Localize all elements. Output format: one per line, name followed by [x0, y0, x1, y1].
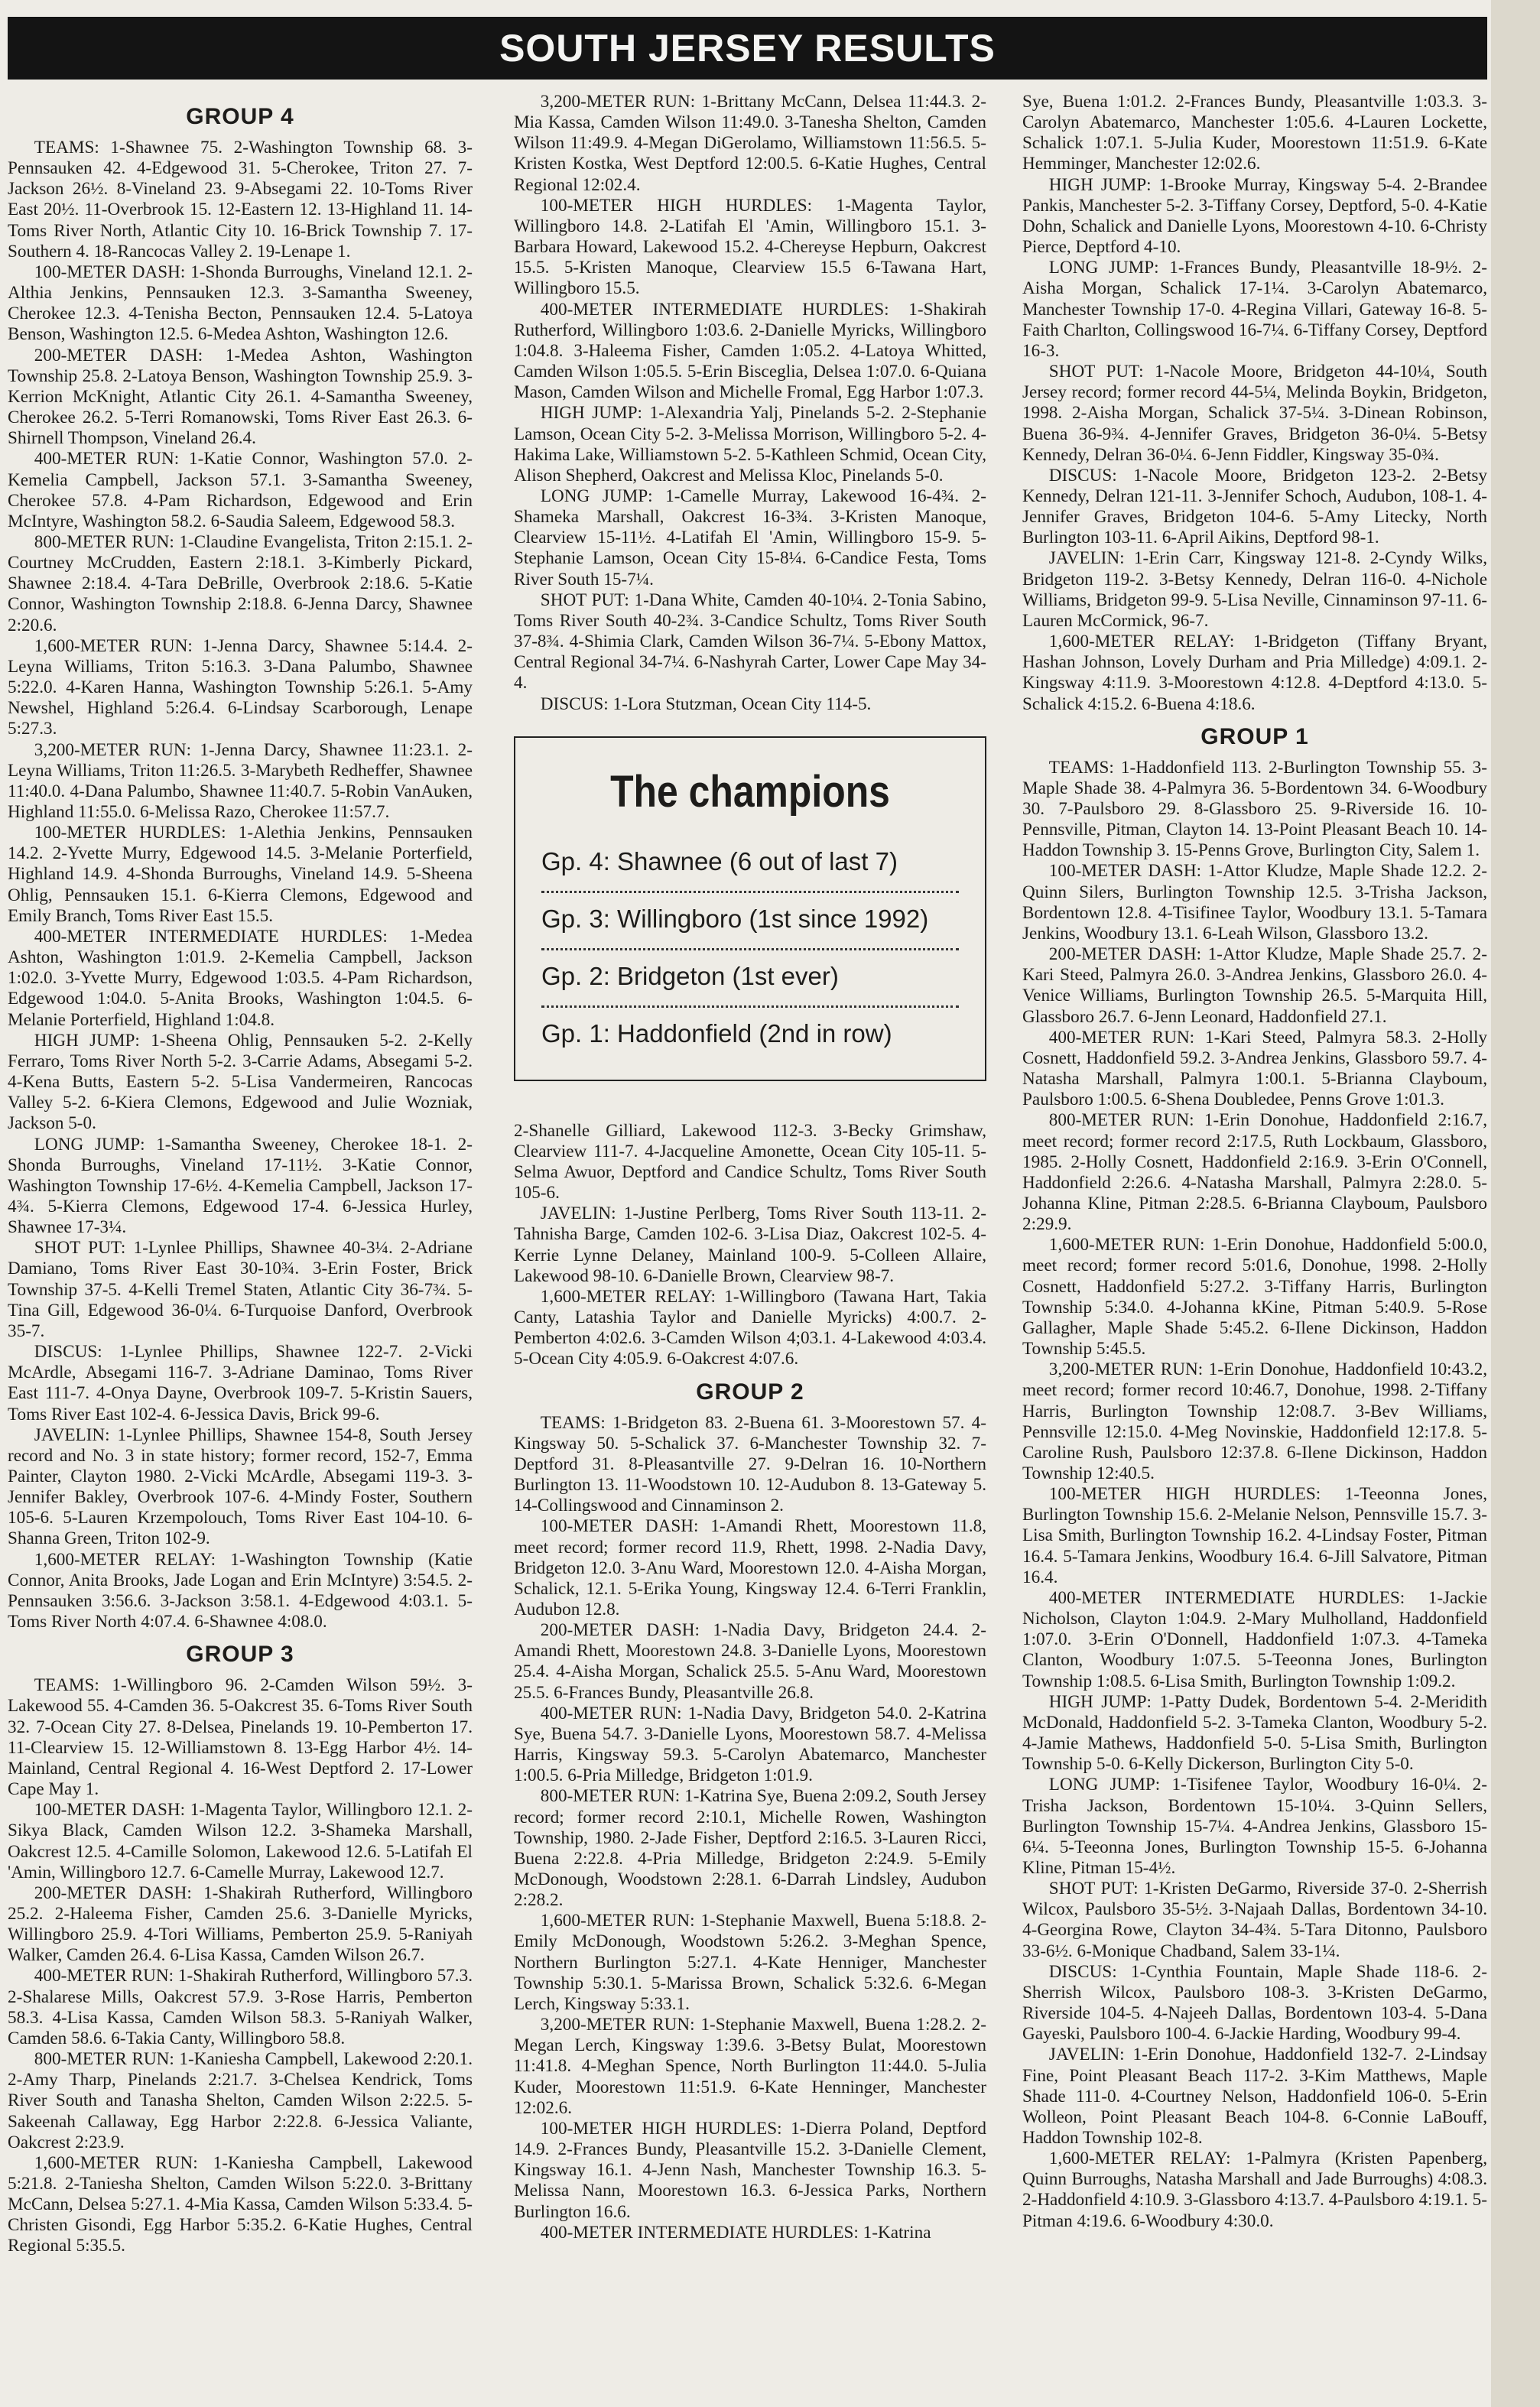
result-paragraph: 400-METER RUN: 1-Nadia Davy, Bridgeton 54.0. 2-Katrina Sye, Buena 54.7. 3-Danielle Lyons, Moorestown 58.7. 4-Melissa Harris, Kingsway 59.3. 5-Carolyn Abatemarco, Manchester 1:00.5. 6-Pria Milledge, Bridgeton 1:01.9.: [514, 1703, 986, 1786]
result-paragraph: SHOT PUT: 1-Kristen DeGarmo, Riverside 37-0. 2-Sherrish Wilcox, Paulsboro 35-5½. 3-Najaah Dallas, Bordentown 34-10. 4-Georgina Rowe, Clayton 34-4¾. 5-Tara Ditonno, Paulsboro 33-6½. 6-Monique Chadband, Salem 33-1¼.: [1022, 1879, 1487, 1961]
result-paragraph: SHOT PUT: 1-Dana White, Camden 40-10¼. 2-Tonia Sabino, Toms River South 40-2¾. 3-Candice Schultz, Toms River South 37-8¾. 4-Shimia Clark, Camden Wilson 36-7¼. 5-Ebony Mattox, Central Regional 34-7¼. 6-Nashyrah Carter, Lower Cape May 34-4.: [514, 590, 986, 694]
result-paragraph: 1,600-METER RUN: 1-Kaniesha Campbell, Lakewood 5:21.8. 2-Taniesha Shelton, Camden Wilson 5:22.0. 3-Brittany McCann, Delsea 5:27.1. 4-Mia Kassa, Camden Wilson 5:33.4. 5-Christen Gisondi, Egg Harbor 5:35.2. 6-Katie Hughes, Central Regional 5:35.5.: [8, 2152, 473, 2256]
section-title: SOUTH JERSEY RESULTS: [499, 27, 996, 70]
result-paragraph: JAVELIN: 1-Erin Donohue, Haddonfield 132-7. 2-Lindsay Fine, Point Pleasant Beach 117-2. 3-Kim Matthews, Maple Shade 111-0. 4-Courtney Nelson, Haddonfield 106-0. 5-Erin Wolleon, Point Pleasant Beach 104-8. 6-Connie LaBouff, Haddon Township 102-8.: [1022, 2045, 1487, 2148]
result-paragraph: TEAMS: 1-Shawnee 75. 2-Washington Township 68. 3-Pennsauken 42. 4-Edgewood 31. 5-Cherokee, Triton 27. 7-Jackson 26½. 8-Vineland 23. 9-Absegami 22. 10-Toms River East 20½. 11-Overbrook 15. 12-Eastern 12. 13-Highland 11. 14-Toms River North, Atlantic City 10. 16-Brick Township 7. 17-Southern 4. 18-Rancocas Valley 2. 19-Lenape 1.: [8, 138, 473, 261]
result-paragraph: 800-METER RUN: 1-Claudine Evangelista, Triton 2:15.1. 2-Courtney McCrudden, Eastern 2:18.1. 3-Kimberly Pickard, Shawnee 2:18.4. 4-Tara DeBrille, Overbrook 2:18.6. 5-Katie Connor, Washington Township 2:18.8. 6-Jenna Darcy, Shawnee 2:20.6.: [8, 531, 473, 635]
result-paragraph: SHOT PUT: 1-Lynlee Phillips, Shawnee 40-3¼. 2-Adriane Damiano, Toms River East 30-10¾. 3-Erin Foster, Brick Township 37-5. 4-Kelli Tremel Staten, Atlantic City 36-7¾. 5-Tina Gill, Edgewood 36-0¼. 6-Turquoise Danford, Overbrook 35-7.: [8, 1238, 473, 1341]
column-3: [1022, 92, 1487, 2393]
result-paragraph: DISCUS: 1-Lora Stutzman, Ocean City 114-5.: [540, 694, 872, 714]
group-3-results-part-2: [514, 92, 986, 715]
result-paragraph: 100-METER DASH: 1-Magenta Taylor, Willingboro 12.1. 2-Sikya Black, Camden Wilson 12.2. 3-Shameka Marshall, Oakcrest 12.5. 4-Camille Solomon, Lakewood 12.6. 5-Latifah El 'Amin, Willingboro 12.7. 6-Camelle Murray, Lakewood 12.7.: [8, 1800, 473, 1882]
page-edge: [1491, 0, 1540, 2407]
group-2-heading: GROUP 2: [696, 1379, 804, 1405]
group-3-results-part-1: [8, 1675, 473, 2256]
result-paragraph: 400-METER INTERMEDIATE HURDLES: 1-Katrina: [540, 2222, 931, 2243]
result-paragraph: JAVELIN: 1-Lynlee Phillips, Shawnee 154-8, South Jersey record and No. 3 in state history; former record, 152-7, Emma Painter, Clayton 1980. 2-Vicki McArdle, Absegami 119-3. 3-Jennifer Bakley, Overbrook 107-6. 4-Mindy Foster, Southern 105-6. 5-Lauren Krzempolouch, Toms River East 104-10. 6-Shanna Green, Triton 102-9.: [8, 1424, 473, 1549]
result-paragraph: 100-METER HIGH HURDLES: 1-Dierra Poland, Deptford 14.9. 2-Frances Bundy, Pleasantville 15.2. 3-Danielle Clement, Kingsway 16.1. 4-Jenn Nash, Manchester Township 16.3. 5-Melissa Nann, Moorestown 16.3. 6-Jessica Parks, Northern Burlington 16.6.: [514, 2118, 986, 2222]
column-2: [514, 92, 986, 2393]
result-paragraph: 100-METER DASH: 1-Shonda Burroughs, Vineland 12.1. 2-Althia Jenkins, Pennsauken 12.3. 3-Samantha Sweeney, Cherokee 12.3. 4-Tenisha Becton, Pennsauken 12.4. 5-Latoya Benson, Washington 12.5. 6-Medea Ashton, Washington 12.6.: [8, 261, 473, 345]
group-2-results-part-1: [514, 1413, 986, 2243]
result-paragraph: 200-METER DASH: 1-Shakirah Rutherford, Willingboro 25.2. 2-Haleema Fisher, Camden 25.6. 3-Danielle Myricks, Willingboro 25.9. 4-Tori Williams, Pemberton 25.9. 5-Raniyah Walker, Camden 26.4. 6-Lisa Kassa, Camden Wilson 26.7.: [8, 1882, 473, 1966]
result-paragraph: 3,200-METER RUN: 1-Brittany McCann, Delsea 11:44.3. 2-Mia Kassa, Camden Wilson 11:49.0. 3-Tanesha Shelton, Camden Wilson 11:49.9. 4-Megan DiGerolamo, Williamstown 11:56.5. 5-Kristen Kostka, West Deptford 12:00.5. 6-Katie Hughes, Central Regional 12:02.4.: [514, 92, 986, 195]
result-paragraph: 1,600-METER RELAY: 1-Willingboro (Tawana Hart, Takia Canty, Latashia Taylor and Danielle Myricks) 4:00.7. 2-Pemberton 4:02.6. 3-Camden Wilson 4;03.1. 4-Lakewood 4:03.4. 5-Ocean City 4:05.9. 6-Oakcrest 4:07.6.: [514, 1286, 986, 1369]
group-1-heading: GROUP 1: [1200, 723, 1309, 749]
result-paragraph: 1,600-METER RUN: 1-Stephanie Maxwell, Buena 5:18.8. 2-Emily McDonough, Woodstown 5:26.2. 3-Meghan Spence, Northern Burlington 5:27.1. 4-Kate Henniger, Manchester Township 5:30.1. 5-Marissa Brown, Schalick 5:32.6. 6-Megan Lerch, Kingsway 5:33.1.: [514, 1911, 986, 2014]
result-paragraph: HIGH JUMP: 1-Alexandria Yalj, Pinelands 5-2. 2-Stephanie Lamson, Ocean City 5-2. 3-Melissa Morrison, Willingboro 5-2. 4-Hakima Lake, Williamstown 5-2. 5-Kathleen Schmid, Ocean City, Alison Shepherd, Oakcrest and Melissa Kloc, Pinelands 5-0.: [514, 403, 986, 486]
champions-box: [514, 736, 986, 1081]
result-paragraph: 3,200-METER RUN: 1-Jenna Darcy, Shawnee 11:23.1. 2-Leyna Williams, Triton 11:26.5. 3-Marybeth Redheffer, Shawnee 11:40.0. 4-Dana Palumbo, Shawnee 11:40.7. 5-Robin VanAuken, Highland 11:55.0. 6-Melissa Razo, Cherokee 11:57.7.: [8, 739, 473, 822]
group-4-results: [8, 138, 473, 1632]
result-paragraph: 200-METER DASH: 1-Medea Ashton, Washington Township 25.8. 2-Latoya Benson, Washington Township 25.9. 3-Kerrion McKnight, Atlantic City 26.1. 4-Samantha Sweeney, Cherokee 26.2. 5-Terri Romanowski, Toms River East 26.3. 6-Shirnell Thompson, Vineland 26.4.: [8, 345, 473, 449]
result-paragraph: HIGH JUMP: 1-Patty Dudek, Bordentown 5-4. 2-Meridith McDonald, Haddonfield 5-2. 3-Tameka Clanton, Woodbury 5-2. 4-Jamie Mathews, Haddonfield 5-0. 5-Lisa Smith, Burlington Township 5-0. 6-Kelly Dickerson, Burlington City 5-0.: [1022, 1691, 1487, 1775]
result-paragraph: 200-METER DASH: 1-Attor Kludze, Maple Shade 25.7. 2-Kari Steed, Palmyra 26.0. 3-Andrea Jenkins, Glassboro 26.0. 4-Venice Williams, Burlington Township 26.5. 5-Marquita Hill, Glassboro 26.7. 6-Jenn Leonard, Haddonfield 27.1.: [1022, 944, 1487, 1027]
result-paragraph: Sye, Buena 1:01.2. 2-Frances Bundy, Pleasantville 1:03.3. 3-Carolyn Abatemarco, Manchester 1:05.6. 4-Lauren Lockette, Schalick 1:07.1. 5-Julia Kuder, Moorestown 11:51.9. 6-Kate Hemminger, Manchester 12:02.6.: [1022, 92, 1487, 174]
result-paragraph: 400-METER INTERMEDIATE HURDLES: 1-Jackie Nicholson, Clayton 1:04.9. 2-Mary Mulholland, Haddonfield 1:07.0. 3-Erin O'Donnell, Haddonfield 1:07.3. 4-Tameka Clanton, Woodbury 1:07.5. 5-Teeonna Jones, Burlington Township 1:08.5. 6-Lisa Smith, Burlington Township 1:09.2.: [1022, 1587, 1487, 1691]
result-paragraph: 400-METER RUN: 1-Katie Connor, Washington 57.0. 2-Kemelia Campbell, Jackson 57.1. 3-Samantha Sweeney, Cherokee 57.8. 4-Pam Richardson, Edgewood and Erin McIntyre, Washington 58.2. 6-Saudia Saleem, Edgewood 58.3.: [8, 449, 473, 531]
result-paragraph: HIGH JUMP: 1-Sheena Ohlig, Pennsauken 5-2. 2-Kelly Ferraro, Toms River North 5-2. 3-Carrie Adams, Absegami 5-2. 4-Kena Butts, Eastern 5-2. 5-Lisa Vandermeiren, Rancocas Valley 5-2. 6-Kiera Clemons, Edgewood and Julie Wozniak, Jackson 5-0.: [8, 1030, 473, 1134]
result-paragraph: 1,600-METER RELAY: 1-Bridgeton (Tiffany Bryant, Hashan Johnson, Lovely Durham and Pria Milledge) 4:09.1. 2-Kingsway 4:11.9. 3-Moorestown 4:12.8. 4-Deptford 4:13.0. 5-Schalick 4:15.2. 6-Buena 4:18.6.: [1022, 632, 1487, 714]
result-paragraph: JAVELIN: 1-Justine Perlberg, Toms River South 113-11. 2-Tahnisha Barge, Camden 102-6. 3-Lisa Diaz, Oakcrest 102-5. 4-Kerrie Lynne Delaney, Mainland 100-9. 5-Colleen Allaire, Lakewood 98-10. 6-Danielle Brown, Clearview 98-7.: [514, 1204, 986, 1286]
result-paragraph: 100-METER HIGH HURDLES: 1-Magenta Taylor, Willingboro 14.8. 2-Latifah El 'Amin, Willingboro 15.1. 3-Barbara Howard, Lakewood 15.2. 4-Chereyse Hepburn, Oakcrest 15.5. 5-Kristen Manoque, Clearview 15.5 6-Tawana Hart, Willingboro 15.5.: [514, 195, 986, 299]
result-paragraph: JAVELIN: 1-Erin Carr, Kingsway 121-8. 2-Cyndy Wilks, Bridgeton 119-2. 3-Betsy Kennedy, Delran 116-0. 4-Nichole Williams, Bridgeton 99-9. 5-Lisa Neville, Cinnaminson 97-11. 6-Lauren McCormick, 96-7.: [1022, 548, 1487, 631]
result-paragraph: LONG JUMP: 1-Camelle Murray, Lakewood 16-4¾. 2-Shameka Marshall, Oakcrest 16-3¾. 3-Kristen Manoque, Clearview 15-11½. 4-Latifah El 'Amin, Willingboro 15-9. 5-Stephanie Lamson, Ocean City 15-8¼. 6-Candice Festa, Toms River South 15-7¼.: [514, 486, 986, 590]
result-paragraph: 1,600-METER RUN: 1-Jenna Darcy, Shawnee 5:14.4. 2-Leyna Williams, Triton 5:16.3. 3-Dana Palumbo, Shawnee 5:22.0. 4-Karen Hanna, Washington Township 5:26.1. 5-Amy Newshel, Highland 5:26.4. 6-Lindsay Scarborough, Lenape 5:27.3.: [8, 635, 473, 739]
group-3-results-part-3: [514, 1121, 986, 1370]
champion-line: Gp. 4: Shawnee (6 out of last 7): [541, 836, 959, 893]
result-paragraph: DISCUS: 1-Lynlee Phillips, Shawnee 122-7. 2-Vicki McArdle, Absegami 116-7. 3-Adriane Daminao, Toms River East 111-7. 4-Onya Dayne, Overbrook 109-7. 5-Kristin Sauers, Toms River East 102-4. 6-Jessica Davis, Brick 99-6.: [8, 1342, 473, 1424]
column-1: [8, 92, 473, 2393]
result-paragraph: 800-METER RUN: 1-Katrina Sye, Buena 2:09.2, South Jersey record; former record 2:10.1, Michelle Rowen, Washington Township, 1980. 2-Jade Fisher, Deptford 2:16.5. 3-Lauren Ricci, Buena 2:22.8. 4-Pria Milledge, Bridgeton 2:24.9. 5-Emily McDonough, Woodstown 2:28.1. 6-Darrah Lindsley, Audubon 2:28.2.: [514, 1786, 986, 1911]
group-1-results: [1022, 758, 1487, 2232]
result-paragraph: 3,200-METER RUN: 1-Erin Donohue, Haddonfield 10:43.2, meet record; former record 10:46.7, Donohue, 1998. 2-Tiffany Harris, Burlington Township 12:08.7. 3-Bev Williams, Pennsville 12:15.0. 4-Meg Novinskie, Haddonfield 12:17.8. 5-Caroline Rush, Paulsboro 12:37.8. 6-Ilene Dickinson, Haddon Township 12:40.5.: [1022, 1359, 1487, 1483]
group-2-results-part-2: [1022, 92, 1487, 715]
group-4-heading: GROUP 4: [186, 104, 294, 129]
result-paragraph: TEAMS: 1-Willingboro 96. 2-Camden Wilson 59½. 3-Lakewood 55. 4-Camden 36. 5-Oakcrest 35. 6-Toms River South 32. 7-Ocean City 27. 8-Delsea, Pinelands 19. 10-Pemberton 17. 11-Clearview 15. 12-Williamstown 8. 13-Egg Harbor 4½. 14-Mainland, Central Regional 4. 16-West Deptford 2. 17-Lower Cape May 1.: [8, 1675, 473, 1800]
result-paragraph: 1,600-METER RUN: 1-Erin Donohue, Haddonfield 5:00.0, meet record; former record 5:01.6, Donohue, 1998. 2-Holly Cosnett, Haddonfield 5:27.2. 3-Tiffany Harris, Burlington Township 5:34.0. 4-Johanna kKine, Pitman 5:40.9. 5-Rose Gallagher, Maple Shade 5:45.2. 6-Ilene Dickinson, Haddon Township 5:45.5.: [1022, 1235, 1487, 1359]
result-paragraph: 100-METER HIGH HURDLES: 1-Teeonna Jones, Burlington Township 15.6. 2-Melanie Nelson, Pennsville 15.7. 3-Lisa Smith, Burlington Township 16.2. 4-Lindsay Foster, Pitman 16.4. 5-Tamara Jenkins, Woodbury 16.4. 6-Jill Salvatore, Pitman 16.4.: [1022, 1484, 1487, 1587]
champion-line: Gp. 2: Bridgeton (1st ever): [541, 950, 959, 1008]
result-paragraph: 400-METER RUN: 1-Shakirah Rutherford, Willingboro 57.3. 2-Shalarese Mills, Oakcrest 57.9. 3-Rose Harris, Pemberton 58.3. 4-Lisa Kassa, Camden Wilson 58.3. 5-Raniyah Walker, Camden 58.6. 6-Takia Canty, Willingboro 58.8.: [8, 1966, 473, 2048]
result-paragraph: 100-METER DASH: 1-Attor Kludze, Maple Shade 12.2. 2-Quinn Silers, Burlington Township 12.5. 3-Trisha Jackson, Bordentown 12.8. 4-Tisifinee Taylor, Woodbury 13.1. 5-Tamara Jenkins, Woodbury 13.1. 6-Leah Wilson, Glassboro 13.2.: [1022, 861, 1487, 944]
result-paragraph: DISCUS: 1-Cynthia Fountain, Maple Shade 118-6. 2-Sherrish Wilcox, Paulsboro 108-3. 3-Kristen DeGarmo, Riverside 104-5. 4-Najeeh Dallas, Bordentown 103-4. 5-Dana Gayeski, Paulsboro 100-4. 6-Jackie Harding, Woodbury 99-4.: [1022, 1961, 1487, 2045]
result-paragraph: LONG JUMP: 1-Frances Bundy, Pleasantville 18-9½. 2-Aisha Morgan, Schalick 17-1¼. 3-Carolyn Abatemarco, Manchester Township 17-0. 4-Regina Villari, Gateway 16-8. 5-Faith Charlton, Collingswood 16-7¼. 6-Tiffany Corsey, Deptford 16-3.: [1022, 258, 1487, 361]
result-paragraph: 400-METER INTERMEDIATE HURDLES: 1-Shakirah Rutherford, Willingboro 1:03.6. 2-Danielle Myricks, Willingboro 1:04.8. 3-Haleema Fisher, Camden 1:05.2. 4-Latoya Whitted, Camden Wilson 1:05.5. 5-Erin Bisceglia, Delsea 1:07.0. 6-Quiana Mason, Camden Wilson and Michelle Fromal, Egg Harbor 1:07.3.: [514, 299, 986, 403]
section-banner: [8, 17, 1487, 80]
result-paragraph: 100-METER DASH: 1-Amandi Rhett, Moorestown 11.8, meet record; former record 11.9, Rhett, 1998. 2-Nadia Davy, Bridgeton 12.0. 3-Anu Ward, Moorestown 12.0. 4-Aisha Morgan, Schalick, 12.1. 5-Erika Young, Kingsway 12.4. 6-Terri Franklin, Audubon 12.8.: [514, 1516, 986, 1619]
result-paragraph: LONG JUMP: 1-Samantha Sweeney, Cherokee 18-1. 2-Shonda Burroughs, Vineland 17-11½. 3-Katie Connor, Washington Township 17-6½. 4-Kemelia Campbell, Jackson 17-4¾. 5-Kierra Clemons, Edgewood 17-4. 6-Jessica Hurley, Shawnee 17-3¼.: [8, 1134, 473, 1238]
result-paragraph: TEAMS: 1-Bridgeton 83. 2-Buena 61. 3-Moorestown 57. 4-Kingsway 50. 5-Schalick 37. 6-Manchester Township 32. 7-Deptford 31. 8-Pleasantville 27. 9-Delran 16. 10-Northern Burlington 13. 11-Woodstown 10. 12-Audubon 8. 13-Gateway 5. 14-Collingswood and Cinnaminson 2.: [514, 1412, 986, 1516]
result-paragraph: 100-METER HURDLES: 1-Alethia Jenkins, Pennsauken 14.2. 2-Yvette Murry, Edgewood 14.5. 3-Melanie Porterfield, Highland 14.9. 4-Shonda Burroughs, Vineland 14.9. 5-Sheena Ohlig, Pennsauken 15.1. 6-Kierra Clemons, Edgewood and Emily Branch, Toms River East 15.5.: [8, 823, 473, 926]
champion-line: Gp. 3: Willingboro (1st since 1992): [541, 893, 959, 950]
champions-title: The champions: [610, 766, 890, 817]
result-paragraph: 1,600-METER RELAY: 1-Palmyra (Kristen Papenberg, Quinn Burroughs, Natasha Marshall and Jade Burroughs) 4:08.3. 2-Haddonfield 4:10.9. 3-Glassboro 4:13.7. 4-Paulsboro 4:19.1. 5-Pitman 4:19.6. 6-Woodbury 4:30.0.: [1022, 2149, 1487, 2231]
champion-line: Gp. 1: Haddonfield (2nd in row): [541, 1018, 892, 1048]
result-paragraph: 800-METER RUN: 1-Erin Donohue, Haddonfield 2:16.7, meet record; former record 2:17.5, Ruth Lockbaum, Glassboro, 1985. 2-Holly Cosnett, Haddonfield 2:16.9. 3-Erin O'Connell, Haddonfield 2:26.6. 4-Natasha Marshall, Palmyra 2:28.0. 5-Johanna Kline, Pitman 2:28.5. 6-Brianna Clayboum, Paulsboro 2:29.9.: [1022, 1110, 1487, 1235]
result-paragraph: SHOT PUT: 1-Nacole Moore, Bridgeton 44-10¼, South Jersey record; former record 44-5¼, Melinda Boykin, Bridgeton, 1998. 2-Aisha Morgan, Schalick 37-5¼. 3-Dinean Robinson, Buena 36-9¾. 4-Jennifer Graves, Bridgeton 36-0¼. 5-Betsy Kennedy, Delran 36-0¼. 6-Jenn Fiddler, Kingsway 35-0¾.: [1022, 362, 1487, 465]
result-paragraph: TEAMS: 1-Haddonfield 113. 2-Burlington Township 55. 3-Maple Shade 38. 4-Palmyra 36. 5-Bordentown 34. 6-Woodbury 30. 7-Paulsboro 29. 8-Glassboro 25. 9-Riverside 16. 10-Pennsville, Pitman, Clayton 14. 13-Point Pleasant Beach 10. 14-Haddon Township 3. 15-Penns Grove, Burlington City, Salem 1.: [1022, 757, 1487, 861]
result-paragraph: 2-Shanelle Gilliard, Lakewood 112-3. 3-Becky Grimshaw, Clearview 111-7. 4-Jacqueline Amonette, Ocean City 105-11. 5-Selma Awuor, Deptford and Candice Schultz, Toms River South 105-6.: [514, 1120, 986, 1204]
result-paragraph: LONG JUMP: 1-Tisifenee Taylor, Woodbury 16-0¼. 2-Trisha Jackson, Bordentown 15-10¼. 3-Quinn Sellers, Burlington Township 15-7¼. 4-Andrea Jenkins, Glassboro 15-6¼. 5-Teeonna Jones, Burlington Township 15-5. 6-Johanna Kline, Pitman 15-4½.: [1022, 1775, 1487, 1878]
result-paragraph: 200-METER DASH: 1-Nadia Davy, Bridgeton 24.4. 2-Amandi Rhett, Moorestown 24.8. 3-Danielle Lyons, Moorestown 25.4. 4-Aisha Morgan, Schalick 25.5. 5-Anu Ward, Moorestown 25.5. 6-Frances Bundy, Pleasantville 26.8.: [514, 1620, 986, 1703]
result-paragraph: 3,200-METER RUN: 1-Stephanie Maxwell, Buena 1:28.2. 2-Megan Lerch, Kingsway 1:39.6. 3-Betsy Bulat, Moorestown 11:41.8. 4-Meghan Spence, North Burlington 11:44.0. 5-Julia Kuder, Moorestown 11:51.9. 6-Kate Henninger, Manchester 12:02.6.: [514, 2015, 986, 2118]
result-paragraph: DISCUS: 1-Nacole Moore, Bridgeton 123-2. 2-Betsy Kennedy, Delran 121-11. 3-Jennifer Schoch, Audubon, 108-1. 4-Jennifer Graves, Bridgeton 104-6. 5-Amy Litecky, North Burlington 103-11. 6-April Aikins, Deptford 98-1.: [1022, 465, 1487, 548]
result-paragraph: 1,600-METER RELAY: 1-Washington Township (Katie Connor, Anita Brooks, Jade Logan and Erin McIntyre) 3:54.5. 2-Pennsauken 3:56.6. 3-Jackson 3:58.1. 4-Edgewood 4:03.1. 5-Toms River North 4:07.4. 6-Shawnee 4:08.0.: [8, 1549, 473, 1632]
result-paragraph: 400-METER RUN: 1-Kari Steed, Palmyra 58.3. 2-Holly Cosnett, Haddonfield 59.2. 3-Andrea Jenkins, Glassboro 59.7. 4-Natasha Marshall, Palmyra 1:00.1. 5-Brianna Clayboum, Paulsboro 1:00.5. 6-Shena Doubledee, Penns Grove 1:01.3.: [1022, 1027, 1487, 1110]
result-paragraph: 800-METER RUN: 1-Kaniesha Campbell, Lakewood 2:20.1. 2-Amy Tharp, Pinelands 2:21.7. 3-Chelsea Kendrick, Toms River South and Tanasha Shelton, Camden Wilson 2:22.5. 5-Sakeenah Callaway, Egg Harbor 2:22.8. 6-Jessica Valiante, Oakcrest 2:23.9.: [8, 2049, 473, 2152]
result-paragraph: 400-METER INTERMEDIATE HURDLES: 1-Medea Ashton, Washington 1:01.9. 2-Kemelia Campbell, Jackson 1:02.0. 3-Yvette Murry, Edgewood 1:03.5. 4-Pam Richardson, Edgewood 1:04.0. 5-Anita Brooks, Washington 1:04.5. 6-Melanie Porterfield, Highland 1:04.8.: [8, 926, 473, 1030]
group-3-heading: GROUP 3: [186, 1642, 294, 1668]
result-paragraph: HIGH JUMP: 1-Brooke Murray, Kingsway 5-4. 2-Brandee Pankis, Manchester 5-2. 3-Tiffany Corsey, Deptford, 5-0. 4-Katie Dohn, Schalick and Danielle Lyons, Moorestown 4-10. 6-Christy Pierce, Deptford 4-10.: [1022, 174, 1487, 258]
